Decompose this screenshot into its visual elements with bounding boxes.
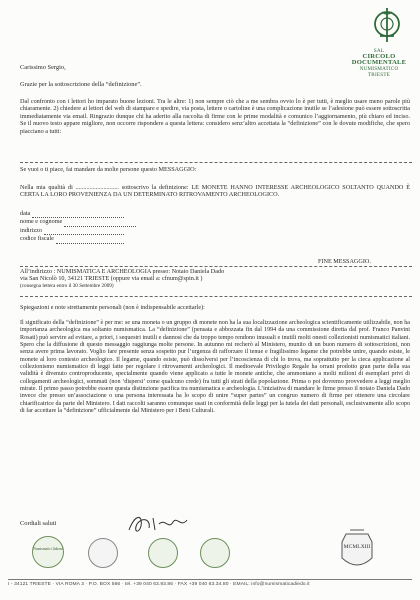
field-line xyxy=(32,211,124,218)
paragraph-intro: Dal confronto con i lettori ho imparato buone lezioni. Tra le altre: 1) non sempre ciò che a me sembra ovvio lo è per tutti, è meglio usare meno parole più chiaramente. 2) chiedere ai lettori del web di stampare e spedire, via posta, lettere o cartoline è una complicazione inutile se l’adesione può essere sottoscritta immediatamente via email. Ringrazio dunque chi ha aderito alla raccolta di firme con le prime modalità e comunico l’aggiornamento, più chiaro ed inciso. Se il nuovo testo appare migliore, non occorre rispondere a questa lettera: considero senz’altro accettata la “definizione” con le dovute modifiche, che spero piacciano a tutti: xyxy=(20,98,410,135)
explanations-heading: Spiegazioni e note strettamente personali (non è indispensabile accettarle): xyxy=(20,304,205,311)
field-codice-fiscale: codice fiscale xyxy=(20,235,136,243)
field-nome: nome e cognome xyxy=(20,218,136,226)
message-body: Nella mia qualità di ............................ sottoscrivo la definizione: LE MONETE HANNO INTERESSE ARCHEOLOGICO SOLTANTO QUANDO È CERTA LA LORO PROVENIENZA DA UN DETERMINATO RITROVAMENTO ARCHEOLOGICO. xyxy=(20,184,410,199)
org-name: CIRCOLO DOCUMENTALE xyxy=(351,53,407,66)
handwritten-signature xyxy=(125,510,195,538)
field-line xyxy=(44,228,124,235)
footer-contacts: I - 34121 TRIESTE · VIA ROMA 3 · P.O. BOX 566 · tel. +39 040 63.93.86 · FAX +39 040 63.34.80 · EMAIL: info@numismaticadiedo.it xyxy=(8,582,310,587)
dashed-separator-bottom xyxy=(20,296,412,297)
logo-seal-4 xyxy=(200,538,230,568)
org-sub2: TRIESTE xyxy=(367,72,391,78)
message-end: FINE MESSAGGIO. xyxy=(318,258,371,265)
address-note: (consegna lettera entro il 30 Settembre 2009) xyxy=(20,282,114,289)
logo-numismatici-italiani: Numismatici Italiani xyxy=(32,536,64,568)
dashed-separator-mid xyxy=(20,266,412,267)
field-line xyxy=(64,220,136,227)
anniversary-medal-icon xyxy=(338,528,376,574)
greeting: Carissimo Sergio, xyxy=(20,64,66,71)
org-sub1: NUMISMATICO xyxy=(359,66,399,72)
address-block xyxy=(20,268,412,290)
footer-divider xyxy=(8,579,412,580)
address-line2: via San Nicolò 10, 34121 TRIESTE (oppure via email a: cfnum@spin.it ) xyxy=(20,275,203,283)
org-name-block xyxy=(342,48,416,78)
closing: Cordiali saluti xyxy=(20,520,57,527)
reference-line: Grazie per la sottoscrizione della “definizione”. xyxy=(20,81,142,88)
field-indirizzo: indirizzo xyxy=(20,227,136,235)
org-emblem-icon xyxy=(370,6,404,44)
address-line: All’indirizzo : NUMISMATICA E ARCHEOLOGIA presso: Notaio Daniela Dado xyxy=(20,268,225,275)
field-data: data xyxy=(20,210,136,218)
logo-seal-3 xyxy=(148,538,178,568)
message-heading: Se vuoi o ti piace, fai mandare da molte persone questo MESSAGGIO: xyxy=(20,166,197,173)
logo-seal-2 xyxy=(88,538,118,568)
field-line xyxy=(56,237,124,244)
signature-fields xyxy=(20,210,136,244)
dashed-separator-top xyxy=(20,162,412,163)
org-prefix: SAL xyxy=(373,48,385,54)
medal-year: MCMLXIII xyxy=(343,544,371,550)
paragraph-explanation: Il significato della “definizione” è per me: se una moneta o un gruppo di monete non ha la sua localizzazione archeologica scientificamente utilizzabile, non ha importanza archeologica ma soltanto numismatica. La “definizione” (pensata e abbozzata fin dal 1994 da una commissione diretta dal prof. Franco Panvini Rosati) può servire ad evitare, a priori, i sequestri inutili e dannosi che da troppo tempo rendono inusuali e inutili molti onesti collezionisti numismatici italiani. Spero che la diffusione di questo messaggio raggiunga molte persone. In autunno mi recherò al Ministero, munito di un buon numero di sottoscrizioni, non senza avere prima lavorato. Voglio fare presente senza sospetto pur l’urgenza di rafforzare il tenue e fragilissimo legame che potrebbe unire, quando esiste, le monete al loro contesto archeologico. Il legame, quando esiste, può dissolversi per l’incoscienza di chi lo trova, ma soprattutto per la cieca applicazione al collezionismo numismatico di leggi fatte per regolare i ritrovamenti archeologici. Il medioevale Privilegio Regale ha orrani prodotto gran parte della sua validità è divenuto controproducente, specialmente quando viene applicato a tutte le monete antiche, che ammontano a molti milioni di esemplari privi di collegamenti archeologici, sommati (non ‘dispersi’ come qualcuno crede) fra tutti gli strati della popolazione. Prima o poi dovremo provvedere a leggi meglio mirate. Il primo passo potrebbe essere questa distinzione pacifica tra numismatica e archeologia. L’iniziativa di mandare le firme presso il notaio Daniela Dado invece che presso un’associazione o una persona interessata ha lo scopo di unire “super partes” un congruo numero di firme per ottenere una circolare chiarificatrice da parte del Ministero. I dati raccolti saranno comunque usati in conformità delle leggi per la tutela dei dati personali, esclusivamente allo scopo di far accettare la “definizione” ufficialmente dal Ministero per i Beni Culturali. xyxy=(20,320,410,415)
